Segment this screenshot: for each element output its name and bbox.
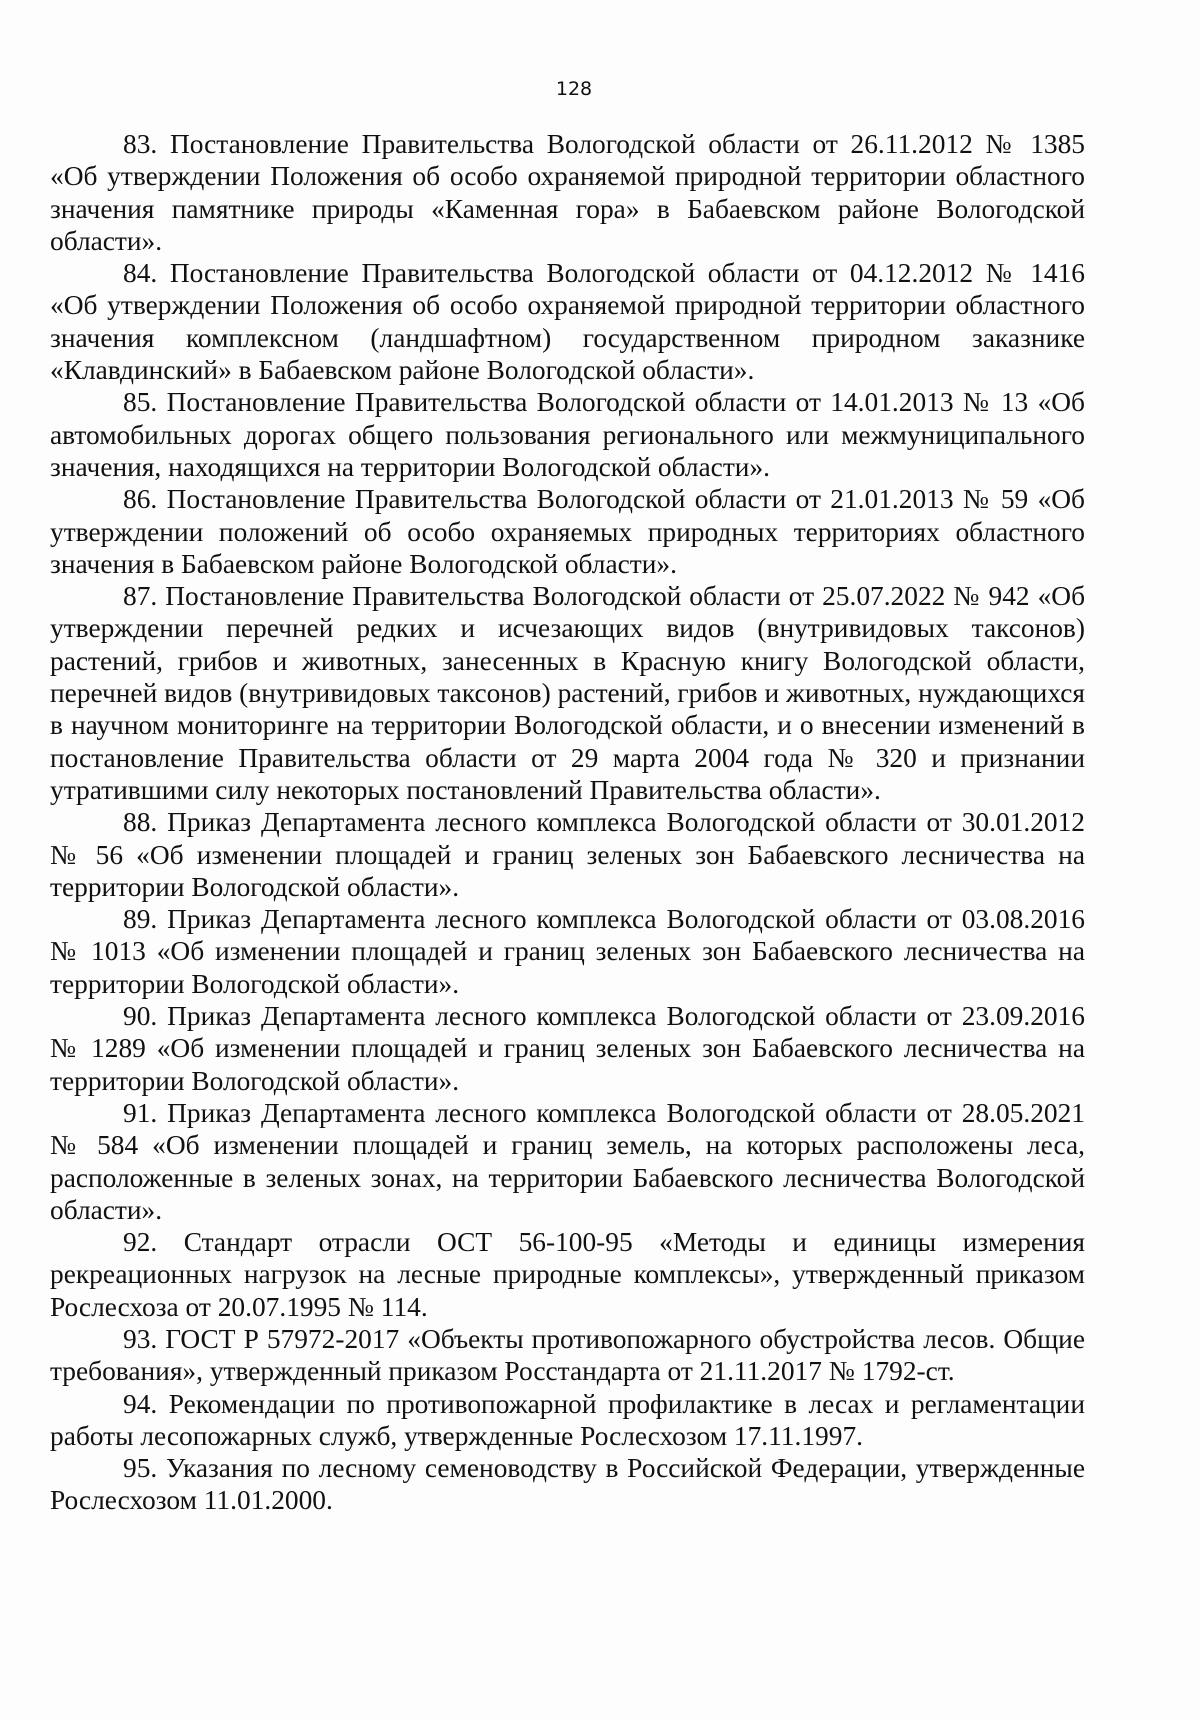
list-item: 91. Приказ Департамента лесного комплекса Вологодской области от 28.05.2021 № 584 «Об изменении площадей и границ земель, на которых расположены леса, расположенные в зеленых зонах, на территории Бабаевского лесничества Вологодской области». [50, 1097, 1085, 1225]
list-item: 94. Рекомендации по противопожарной профилактике в лесах и регламентации работы лесопожарных служб, утвержденные Рослесхозом 17.11.1997. [50, 1388, 1085, 1451]
list-item: 86. Постановление Правительства Вологодской области от 21.01.2013 № 59 «Об утверждении положений об особо охраняемых природных территориях областного значения в Бабаевском районе Вологодской области». [50, 484, 1085, 579]
list-item: 95. Указания по лесному семеноводству в Российской Федерации, утвержденные Рослесхозом 11.01.2000. [50, 1453, 1085, 1516]
list-item: 84. Постановление Правительства Вологодской области от 04.12.2012 № 1416 «Об утверждении Положения об особо охраняемой природной территории областного значения комплексном (ландшафтном) государственном природном заказнике «Клавдинский» в Бабаевском районе Вологодской области». [50, 258, 1085, 386]
list-item: 90. Приказ Департамента лесного комплекса Вологодской области от 23.09.2016 № 1289 «Об изменении площадей и границ зеленых зон Бабаевского лесничества на территории Вологодской области». [50, 1001, 1085, 1096]
list-item: 83. Постановление Правительства Вологодской области от 26.11.2012 № 1385 «Об утверждении Положения об особо охраняемой природной территории областного значения памятнике природы «Каменная гора» в Бабаевском районе Вологодской области». [50, 129, 1085, 256]
list-item: 93. ГОСТ Р 57972-2017 «Объекты противопожарного обустройства лесов. Общие требования», утвержденный приказом Росстандарта от 21.11.2017 № 1792-ст. [50, 1323, 1085, 1387]
page-number: 128 [555, 78, 593, 100]
list-item: 85. Постановление Правительства Вологодской области от 14.01.2013 № 13 «Об автомобильных дорогах общего пользования регионального или межмуниципального значения, находящихся на территории Вологодской области». [50, 387, 1085, 482]
reference-list [50, 128, 1085, 1517]
list-item: 89. Приказ Департамента лесного комплекса Вологодской области от 03.08.2016 № 1013 «Об изменении площадей и границ зеленых зон Бабаевского лесничества на территории Вологодской области». [50, 904, 1085, 999]
list-item: 87. Постановление Правительства Вологодской области от 25.07.2022 № 942 «Об утверждении перечней редких и исчезающих видов (внутривидовых таксонов) растений, грибов и животных, занесенных в Красную книгу Вологодской области, перечней видов (внутривидовых таксонов) растений, грибов и животных, нуждающихся в научном мониторинге на территории Вологодской области, и о внесении изменений в постановление Правительства области от 29 марта 2004 года № 320 и признании утратившими силу некоторых постановлений Правительства области». [50, 581, 1085, 805]
list-item: 92. Стандарт отрасли ОСТ 56-100-95 «Методы и единицы измерения рекреационных нагрузок на лесные природные комплексы», утвержденный приказом Рослесхоза от 20.07.1995 № 114. [50, 1227, 1085, 1322]
list-item: 88. Приказ Департамента лесного комплекса Вологодской области от 30.01.2012 № 56 «Об изменении площадей и границ зеленых зон Бабаевского лесничества на территории Вологодской области». [50, 807, 1085, 902]
